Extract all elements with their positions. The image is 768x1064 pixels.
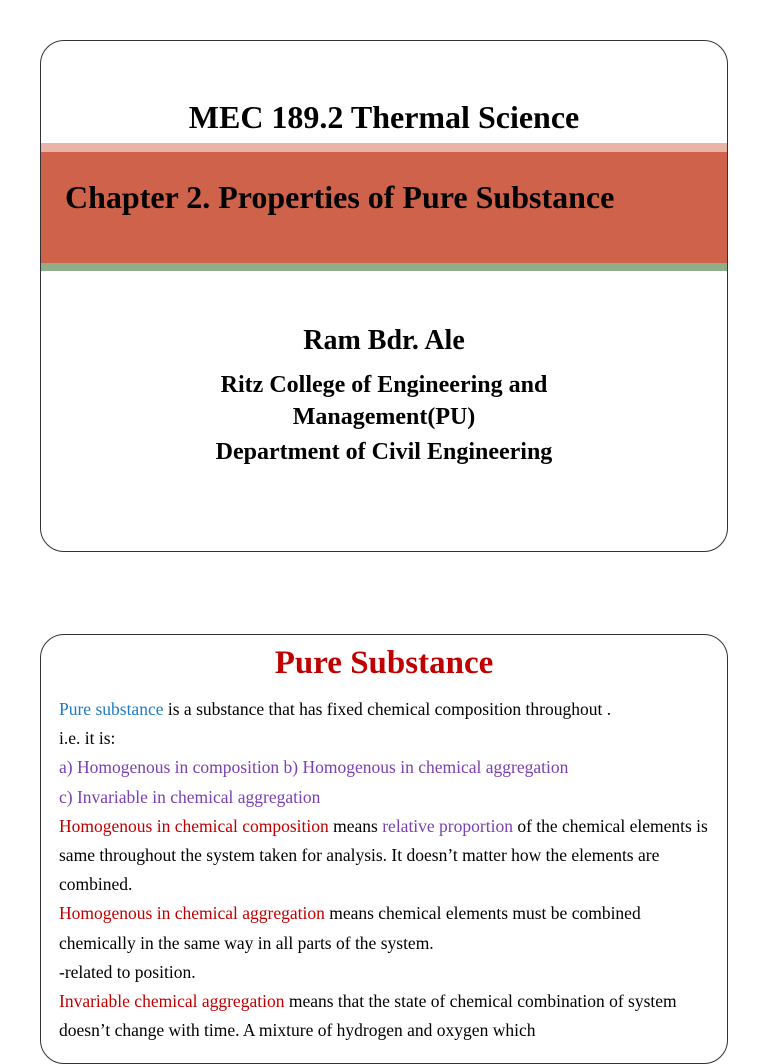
term-invariable-aggregation: Invariable chemical aggregation (59, 991, 285, 1012)
college-line-1: Ritz College of Engineering and (220, 372, 548, 398)
paragraph-aggregation (59, 899, 709, 957)
title-band-bottom-stripe (41, 263, 727, 271)
paragraph-position: -related to position. (59, 961, 196, 982)
paragraph-definition (59, 695, 709, 724)
term-homogenous-aggregation: Homogenous in chemical aggregation (59, 903, 325, 924)
chapter-title: Chapter 2. Properties of Pure Substance (65, 179, 615, 215)
invariable-text: means that the state of chemical combination of system doesn’t change with time. A mixture of hydrogen and oxygen which (59, 991, 677, 1041)
term-homogenous-composition: Homogenous in chemical composition (59, 815, 329, 836)
content-slide (40, 634, 728, 1064)
text-means: means (328, 815, 383, 836)
paragraph-composition (59, 812, 709, 900)
term-pure-substance: Pure substance (59, 699, 164, 719)
aggregation-text: means chemical elements must be combined chemically in the same way in all parts of the system. (59, 903, 641, 953)
college-name (41, 369, 727, 433)
composition-text: of the chemical elements is same throughout the system taken for analysis. It doesn’t matter how the elements are combined. (59, 815, 708, 895)
title-slide (40, 40, 728, 552)
list-ab: a) Homogenous in composition b) Homogenous in chemical aggregation (59, 757, 569, 778)
title-band-top-stripe (41, 143, 727, 152)
definition-text: is a substance that has fixed chemical composition throughout . (163, 699, 612, 719)
author-name: Ram Bdr. Ale (303, 325, 465, 356)
college-line-2: Management(PU) (292, 404, 476, 430)
paragraph-ie: i.e. it is: (59, 728, 116, 749)
list-c: c) Invariable in chemical aggregation (59, 786, 321, 807)
department-name: Department of Civil Engineering (215, 439, 553, 465)
slide-title: Pure Substance (274, 645, 494, 681)
term-relative-proportion: relative proportion (382, 815, 513, 836)
course-title: MEC 189.2 Thermal Science (188, 99, 580, 135)
slide-body (59, 695, 709, 1045)
paragraph-invariable (59, 987, 709, 1045)
